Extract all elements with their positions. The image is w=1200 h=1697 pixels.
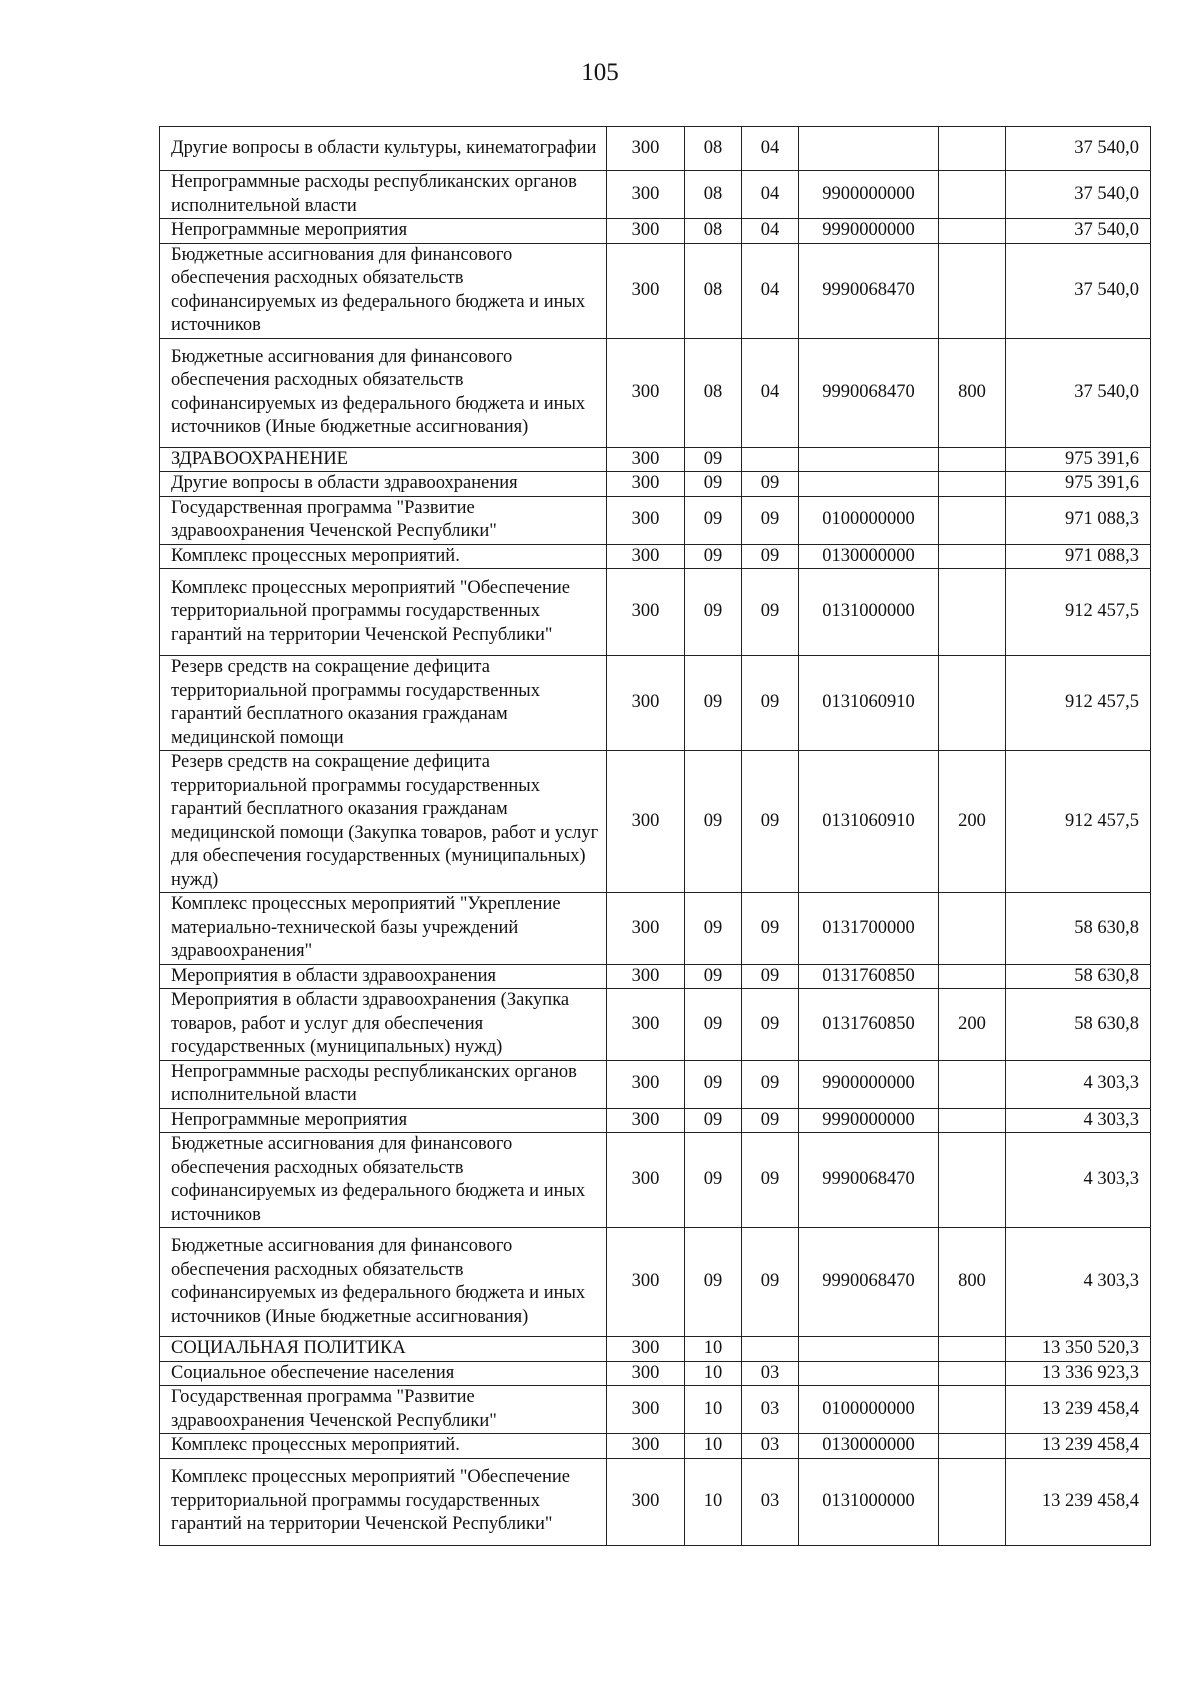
- row-target-article-cell: 0131700000: [799, 893, 939, 965]
- row-admin-code-cell: 300: [607, 1386, 685, 1434]
- row-amount-cell: 37 540,0: [1006, 127, 1151, 171]
- row-admin-code-cell: 300: [607, 496, 685, 544]
- row-admin-code-cell: 300: [607, 1228, 685, 1337]
- row-target-article-cell: 0131760850: [799, 964, 939, 989]
- row-admin-code-cell: 300: [607, 127, 685, 171]
- row-admin-code-cell: 300: [607, 989, 685, 1061]
- row-name-cell: ЗДРАВООХРАНЕНИЕ: [160, 447, 607, 472]
- row-subsection-code-cell: [742, 447, 799, 472]
- table-row: [160, 1458, 1151, 1545]
- row-section-code-cell: 09: [685, 656, 742, 751]
- table-row: [160, 1108, 1151, 1133]
- row-subsection-code-cell: 04: [742, 171, 799, 219]
- table-row: [160, 656, 1151, 751]
- row-subsection-code-cell: 09: [742, 656, 799, 751]
- row-target-article-cell: 9990000000: [799, 219, 939, 244]
- row-expense-type-cell: [939, 496, 1006, 544]
- row-target-article-cell: 9990068470: [799, 243, 939, 338]
- table-row: [160, 219, 1151, 244]
- row-expense-type-cell: [939, 1133, 1006, 1228]
- row-amount-cell: 13 239 458,4: [1006, 1458, 1151, 1545]
- table-row: [160, 751, 1151, 893]
- row-section-code-cell: 08: [685, 219, 742, 244]
- row-expense-type-cell: [939, 472, 1006, 497]
- row-subsection-code-cell: [742, 1337, 799, 1362]
- row-name-cell: Комплекс процессных мероприятий "Укрепление материально-технической базы учреждений здравоохранения": [160, 893, 607, 965]
- row-amount-cell: 4 303,3: [1006, 1133, 1151, 1228]
- row-admin-code-cell: 300: [607, 964, 685, 989]
- row-admin-code-cell: 300: [607, 1060, 685, 1108]
- row-amount-cell: 13 239 458,4: [1006, 1386, 1151, 1434]
- row-target-article-cell: 9990068470: [799, 1133, 939, 1228]
- row-section-code-cell: 09: [685, 751, 742, 893]
- row-expense-type-cell: [939, 1361, 1006, 1386]
- row-expense-type-cell: [939, 893, 1006, 965]
- row-name-cell: Резерв средств на сокращение дефицита территориальной программы государственных гарантий бесплатного оказания гражданам медицинской помощи: [160, 656, 607, 751]
- row-subsection-code-cell: 03: [742, 1434, 799, 1459]
- row-expense-type-cell: 800: [939, 338, 1006, 447]
- row-admin-code-cell: 300: [607, 171, 685, 219]
- row-amount-cell: 13 350 520,3: [1006, 1337, 1151, 1362]
- row-section-code-cell: 10: [685, 1434, 742, 1459]
- row-expense-type-cell: [939, 1386, 1006, 1434]
- row-expense-type-cell: 800: [939, 1228, 1006, 1337]
- row-name-cell: Мероприятия в области здравоохранения (Закупка товаров, работ и услуг для обеспечения государственных (муниципальных) нужд): [160, 989, 607, 1061]
- row-target-article-cell: 0100000000: [799, 496, 939, 544]
- row-expense-type-cell: [939, 243, 1006, 338]
- row-name-cell: Непрограммные расходы республиканских органов исполнительной власти: [160, 171, 607, 219]
- row-name-cell: Государственная программа "Развитие здравоохранения Чеченской Республики": [160, 496, 607, 544]
- row-expense-type-cell: [939, 127, 1006, 171]
- row-target-article-cell: 9990000000: [799, 1108, 939, 1133]
- row-subsection-code-cell: 09: [742, 496, 799, 544]
- row-section-code-cell: 09: [685, 496, 742, 544]
- row-target-article-cell: 0131000000: [799, 569, 939, 656]
- row-subsection-code-cell: 09: [742, 569, 799, 656]
- row-expense-type-cell: [939, 1108, 1006, 1133]
- row-subsection-code-cell: 09: [742, 1060, 799, 1108]
- table-row: [160, 472, 1151, 497]
- table-row: [160, 1361, 1151, 1386]
- row-section-code-cell: 08: [685, 243, 742, 338]
- row-target-article-cell: 9900000000: [799, 1060, 939, 1108]
- table-row: [160, 447, 1151, 472]
- table-row: [160, 989, 1151, 1061]
- table-row: [160, 1337, 1151, 1362]
- row-expense-type-cell: 200: [939, 751, 1006, 893]
- table-row: [160, 1060, 1151, 1108]
- row-name-cell: Мероприятия в области здравоохранения: [160, 964, 607, 989]
- row-section-code-cell: 09: [685, 1060, 742, 1108]
- row-subsection-code-cell: 09: [742, 472, 799, 497]
- row-section-code-cell: 09: [685, 989, 742, 1061]
- row-subsection-code-cell: 09: [742, 1133, 799, 1228]
- row-admin-code-cell: 300: [607, 1108, 685, 1133]
- row-subsection-code-cell: 04: [742, 127, 799, 171]
- row-admin-code-cell: 300: [607, 569, 685, 656]
- table-row: [160, 569, 1151, 656]
- row-name-cell: Государственная программа "Развитие здравоохранения Чеченской Республики": [160, 1386, 607, 1434]
- table-row: [160, 1434, 1151, 1459]
- row-target-article-cell: 9990068470: [799, 1228, 939, 1337]
- row-section-code-cell: 08: [685, 338, 742, 447]
- row-subsection-code-cell: 09: [742, 964, 799, 989]
- row-section-code-cell: 09: [685, 893, 742, 965]
- row-expense-type-cell: [939, 569, 1006, 656]
- row-name-cell: Комплекс процессных мероприятий.: [160, 544, 607, 569]
- page-number: 105: [581, 59, 619, 86]
- table-row: [160, 1386, 1151, 1434]
- row-subsection-code-cell: 03: [742, 1458, 799, 1545]
- row-amount-cell: 58 630,8: [1006, 964, 1151, 989]
- row-section-code-cell: 09: [685, 964, 742, 989]
- row-target-article-cell: [799, 447, 939, 472]
- table-row: [160, 171, 1151, 219]
- row-target-article-cell: 0131060910: [799, 656, 939, 751]
- row-admin-code-cell: 300: [607, 893, 685, 965]
- row-section-code-cell: 09: [685, 472, 742, 497]
- row-target-article-cell: [799, 1337, 939, 1362]
- row-amount-cell: 4 303,3: [1006, 1108, 1151, 1133]
- row-expense-type-cell: 200: [939, 989, 1006, 1061]
- row-amount-cell: 37 540,0: [1006, 243, 1151, 338]
- row-target-article-cell: 0131060910: [799, 751, 939, 893]
- row-admin-code-cell: 300: [607, 544, 685, 569]
- row-name-cell: Бюджетные ассигнования для финансового обеспечения расходных обязательств софинансируемых из федерального бюджета и иных источников (Иные бюджетные ассигнования): [160, 1228, 607, 1337]
- row-amount-cell: 912 457,5: [1006, 751, 1151, 893]
- table-row: [160, 338, 1151, 447]
- row-section-code-cell: 09: [685, 1108, 742, 1133]
- table-row: [160, 243, 1151, 338]
- row-amount-cell: 58 630,8: [1006, 893, 1151, 965]
- row-subsection-code-cell: 04: [742, 219, 799, 244]
- row-section-code-cell: 10: [685, 1458, 742, 1545]
- row-section-code-cell: 08: [685, 127, 742, 171]
- row-subsection-code-cell: 09: [742, 1228, 799, 1337]
- row-expense-type-cell: [939, 964, 1006, 989]
- row-subsection-code-cell: 09: [742, 893, 799, 965]
- row-section-code-cell: 09: [685, 1228, 742, 1337]
- table-row: [160, 893, 1151, 965]
- row-section-code-cell: 09: [685, 447, 742, 472]
- row-expense-type-cell: [939, 1434, 1006, 1459]
- row-amount-cell: 971 088,3: [1006, 496, 1151, 544]
- row-expense-type-cell: [939, 447, 1006, 472]
- row-subsection-code-cell: 04: [742, 243, 799, 338]
- row-expense-type-cell: [939, 1060, 1006, 1108]
- row-subsection-code-cell: 03: [742, 1386, 799, 1434]
- row-target-article-cell: [799, 1361, 939, 1386]
- row-section-code-cell: 10: [685, 1386, 742, 1434]
- row-amount-cell: 37 540,0: [1006, 338, 1151, 447]
- row-target-article-cell: 0130000000: [799, 1434, 939, 1459]
- row-name-cell: Другие вопросы в области здравоохранения: [160, 472, 607, 497]
- row-name-cell: Резерв средств на сокращение дефицита территориальной программы государственных гарантий бесплатного оказания гражданам медицинской помощи (Закупка товаров, работ и услуг для обеспечения государственных (муниципальных) нужд): [160, 751, 607, 893]
- row-subsection-code-cell: 09: [742, 1108, 799, 1133]
- row-name-cell: Бюджетные ассигнования для финансового обеспечения расходных обязательств софинансируемых из федерального бюджета и иных источников: [160, 1133, 607, 1228]
- row-admin-code-cell: 300: [607, 751, 685, 893]
- row-name-cell: Социальное обеспечение населения: [160, 1361, 607, 1386]
- row-expense-type-cell: [939, 1337, 1006, 1362]
- row-name-cell: Бюджетные ассигнования для финансового обеспечения расходных обязательств софинансируемых из федерального бюджета и иных источников (Иные бюджетные ассигнования): [160, 338, 607, 447]
- row-name-cell: Комплекс процессных мероприятий.: [160, 1434, 607, 1459]
- row-target-article-cell: [799, 472, 939, 497]
- row-admin-code-cell: 300: [607, 447, 685, 472]
- row-amount-cell: 13 336 923,3: [1006, 1361, 1151, 1386]
- row-name-cell: Непрограммные мероприятия: [160, 1108, 607, 1133]
- row-amount-cell: 4 303,3: [1006, 1228, 1151, 1337]
- row-name-cell: СОЦИАЛЬНАЯ ПОЛИТИКА: [160, 1337, 607, 1362]
- row-subsection-code-cell: 09: [742, 751, 799, 893]
- row-name-cell: Комплекс процессных мероприятий "Обеспечение территориальной программы государственных гарантий на территории Чеченской Республики": [160, 569, 607, 656]
- row-admin-code-cell: 300: [607, 219, 685, 244]
- row-expense-type-cell: [939, 544, 1006, 569]
- row-amount-cell: 971 088,3: [1006, 544, 1151, 569]
- row-target-article-cell: 0100000000: [799, 1386, 939, 1434]
- row-admin-code-cell: 300: [607, 656, 685, 751]
- row-expense-type-cell: [939, 219, 1006, 244]
- row-amount-cell: 975 391,6: [1006, 472, 1151, 497]
- table-row: [160, 964, 1151, 989]
- row-amount-cell: 58 630,8: [1006, 989, 1151, 1061]
- row-section-code-cell: 10: [685, 1361, 742, 1386]
- row-expense-type-cell: [939, 656, 1006, 751]
- row-admin-code-cell: 300: [607, 1133, 685, 1228]
- table-row: [160, 1228, 1151, 1337]
- row-amount-cell: 912 457,5: [1006, 656, 1151, 751]
- table-row: [160, 1133, 1151, 1228]
- row-name-cell: Бюджетные ассигнования для финансового обеспечения расходных обязательств софинансируемых из федерального бюджета и иных источников: [160, 243, 607, 338]
- row-admin-code-cell: 300: [607, 1337, 685, 1362]
- row-subsection-code-cell: 04: [742, 338, 799, 447]
- row-amount-cell: 13 239 458,4: [1006, 1434, 1151, 1459]
- row-amount-cell: 37 540,0: [1006, 171, 1151, 219]
- row-expense-type-cell: [939, 171, 1006, 219]
- table-row: [160, 496, 1151, 544]
- row-subsection-code-cell: 09: [742, 989, 799, 1061]
- row-target-article-cell: 0131760850: [799, 989, 939, 1061]
- row-section-code-cell: 09: [685, 1133, 742, 1228]
- row-name-cell: Непрограммные расходы республиканских органов исполнительной власти: [160, 1060, 607, 1108]
- row-name-cell: Комплекс процессных мероприятий "Обеспечение территориальной программы государственных гарантий на территории Чеченской Республики": [160, 1458, 607, 1545]
- row-amount-cell: 4 303,3: [1006, 1060, 1151, 1108]
- row-section-code-cell: 10: [685, 1337, 742, 1362]
- table-row: [160, 544, 1151, 569]
- table-row: [160, 127, 1151, 171]
- row-section-code-cell: 09: [685, 569, 742, 656]
- row-name-cell: Непрограммные мероприятия: [160, 219, 607, 244]
- row-admin-code-cell: 300: [607, 338, 685, 447]
- row-name-cell: Другие вопросы в области культуры, кинематографии: [160, 127, 607, 171]
- row-admin-code-cell: 300: [607, 472, 685, 497]
- row-target-article-cell: 0131000000: [799, 1458, 939, 1545]
- budget-table: [159, 126, 1151, 1546]
- row-amount-cell: 912 457,5: [1006, 569, 1151, 656]
- row-target-article-cell: 9900000000: [799, 171, 939, 219]
- row-expense-type-cell: [939, 1458, 1006, 1545]
- row-target-article-cell: [799, 127, 939, 171]
- row-subsection-code-cell: 09: [742, 544, 799, 569]
- row-section-code-cell: 08: [685, 171, 742, 219]
- row-section-code-cell: 09: [685, 544, 742, 569]
- row-target-article-cell: 0130000000: [799, 544, 939, 569]
- row-admin-code-cell: 300: [607, 1458, 685, 1545]
- row-target-article-cell: 9990068470: [799, 338, 939, 447]
- row-subsection-code-cell: 03: [742, 1361, 799, 1386]
- budget-table-body: [160, 127, 1151, 1546]
- row-amount-cell: 975 391,6: [1006, 447, 1151, 472]
- row-amount-cell: 37 540,0: [1006, 219, 1151, 244]
- row-admin-code-cell: 300: [607, 1361, 685, 1386]
- row-admin-code-cell: 300: [607, 243, 685, 338]
- row-admin-code-cell: 300: [607, 1434, 685, 1459]
